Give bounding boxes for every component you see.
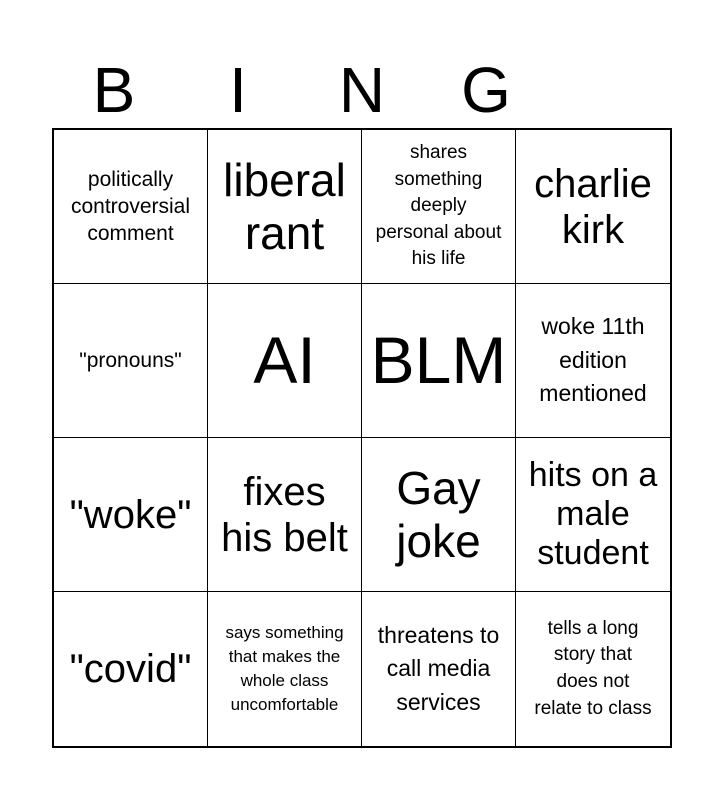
bingo-cell-text: says something that makes the whole class uncomfortable <box>225 623 344 714</box>
bingo-cell-text: AI <box>253 322 316 397</box>
bingo-cell[interactable] <box>208 284 362 438</box>
bingo-header <box>52 52 672 128</box>
bingo-cell[interactable] <box>362 592 516 746</box>
bingo-cell-text: charlie kirk <box>534 161 652 252</box>
bingo-cell-text: tells a long story that does not relate to class <box>534 617 652 719</box>
bingo-cell[interactable] <box>362 438 516 592</box>
bingo-cell[interactable] <box>208 130 362 284</box>
header-letter-n: N <box>338 54 386 126</box>
bingo-cell[interactable] <box>54 284 208 438</box>
bingo-cell-text: BLM <box>370 322 507 397</box>
bingo-cell-text: Gay joke <box>396 461 481 567</box>
bingo-cell-text: liberal rant <box>223 153 346 259</box>
bingo-cell-text: "covid" <box>69 647 192 691</box>
bingo-cell[interactable] <box>362 284 516 438</box>
bingo-cell[interactable] <box>516 592 670 746</box>
bingo-cell[interactable] <box>516 130 670 284</box>
bingo-grid <box>52 128 672 748</box>
bingo-cell-text: threatens to call media services <box>377 621 500 715</box>
bingo-cell-text: politically controversial comment <box>70 167 191 246</box>
bingo-cell[interactable] <box>54 592 208 746</box>
bingo-cell[interactable] <box>208 592 362 746</box>
bingo-cell-text: hits on a male student <box>528 455 658 573</box>
bingo-cell[interactable] <box>516 438 670 592</box>
bingo-cell-text: shares something deeply personal about his life <box>375 142 502 270</box>
bingo-cell-text: "woke" <box>69 492 192 537</box>
bingo-cell-text: fixes his belt <box>221 469 348 560</box>
bingo-cell[interactable] <box>362 130 516 284</box>
bingo-cell-text: "pronouns" <box>79 348 182 372</box>
bingo-cell[interactable] <box>208 438 362 592</box>
header-letter-b: B <box>92 54 136 126</box>
bingo-cell-text: woke 11th edition mentioned <box>539 313 647 407</box>
header-letter-g: G <box>461 54 511 126</box>
bingo-cell[interactable] <box>516 284 670 438</box>
bingo-cell[interactable] <box>54 130 208 284</box>
header-letter-i: I <box>229 54 247 126</box>
bingo-cell[interactable] <box>54 438 208 592</box>
